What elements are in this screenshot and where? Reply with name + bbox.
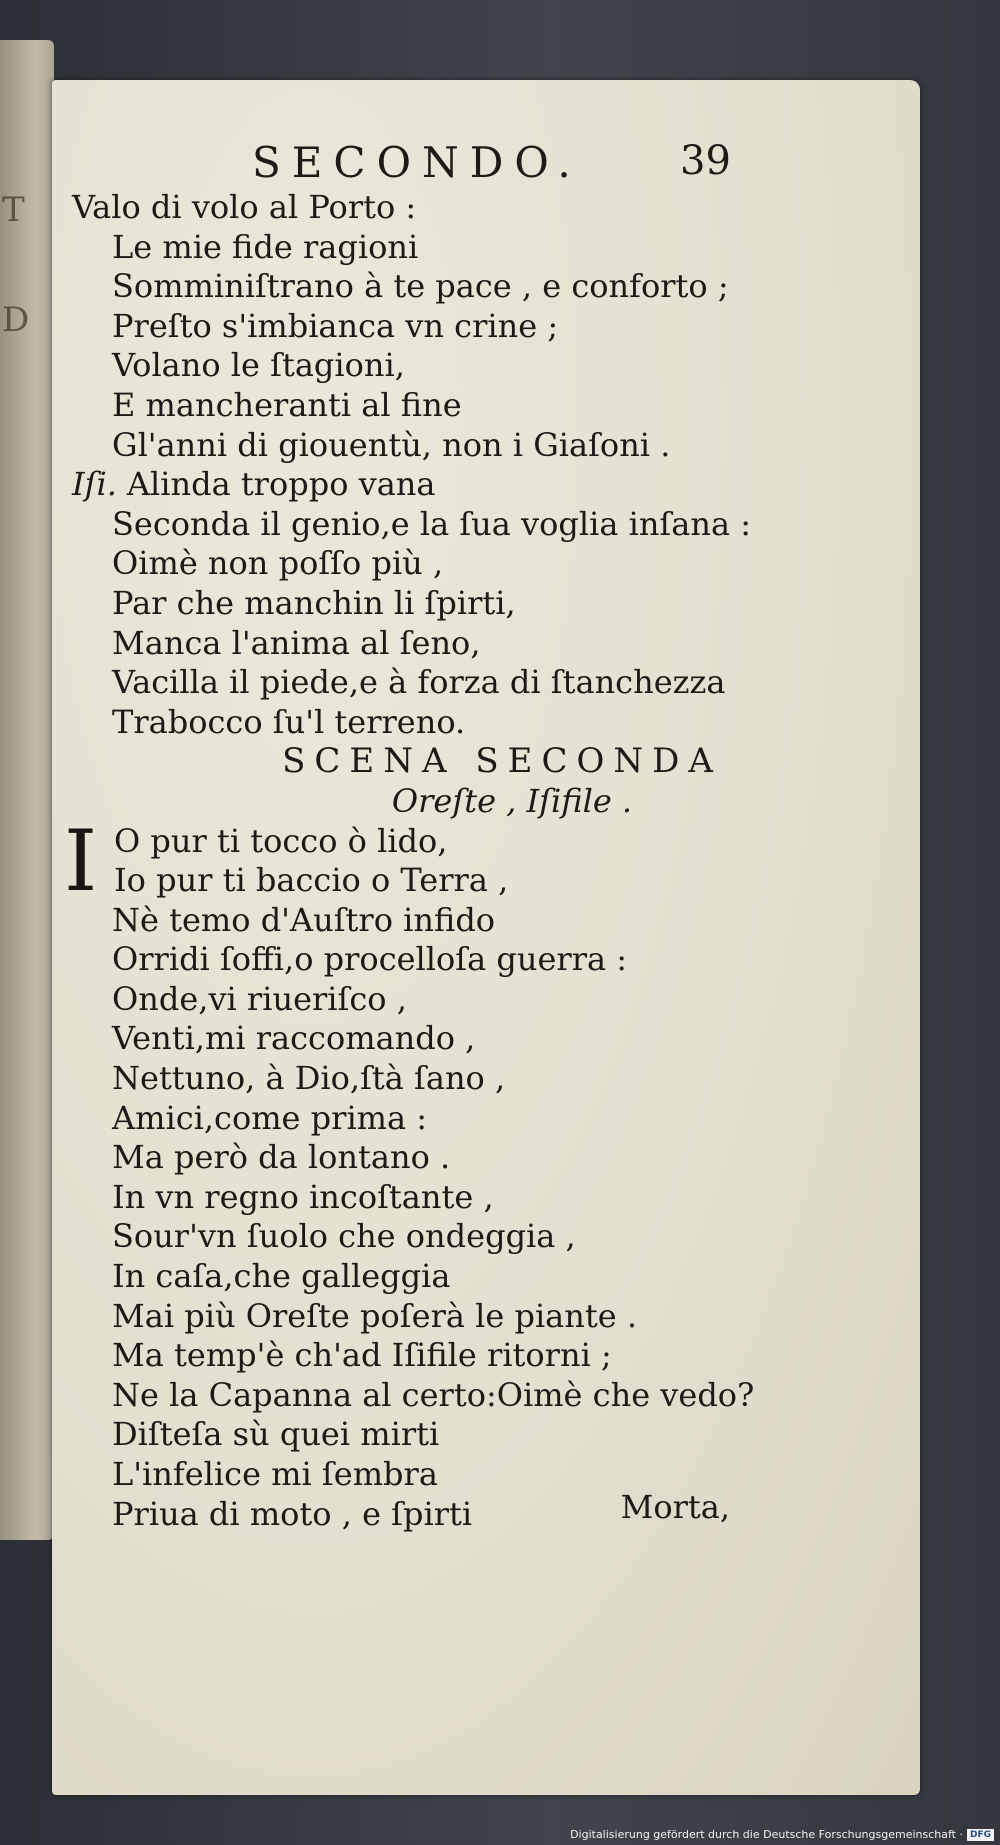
credit-text: Digitalisierung gefördert durch die Deutsche Forschungsgemeinschaft ·: [570, 1828, 963, 1841]
verse-block-2: [64, 811, 912, 1535]
verse-line: Nettuno, à Dio,ſtà ſano ,: [112, 1059, 506, 1098]
verse-line: Io pur ti baccio o Terra ,: [114, 861, 509, 900]
verse-line: Orridi ſoffi,o procelloſa guerra :: [112, 940, 628, 979]
verse-line: In caſa,che galleggia: [112, 1257, 451, 1296]
verse-line: Nè temo d'Auſtro infido: [112, 900, 496, 939]
verse-line: Preſto s'imbianca vn crine ;: [112, 306, 559, 345]
book-page: [52, 80, 920, 1795]
verse-line: In vn regno incoſtante ,: [112, 1177, 494, 1216]
verse-line: Iſi. Alinda troppo vana: [72, 465, 436, 504]
verse-line: Sour'vn ſuolo che ondeggia ,: [112, 1217, 576, 1256]
verse-line: Ma temp'è ch'ad Iſifile ritorni ;: [112, 1336, 612, 1375]
verse-line: Ma però da lontano .: [112, 1138, 451, 1177]
verse-block-1: [72, 188, 912, 742]
previous-page-edge: T D: [0, 40, 54, 1540]
verse-line: Volano le ſtagioni,: [112, 346, 405, 385]
verse-line: Trabocco ſu'l terreno.: [112, 702, 466, 741]
verse-line: Venti,mi raccomando ,: [112, 1019, 476, 1058]
verse-line: Ne la Capanna al certo:Oimè che vedo?: [112, 1375, 755, 1414]
catchword: Morta,: [620, 1488, 730, 1526]
speaker-label: Iſi.: [72, 465, 117, 504]
verse-line: L'infelice mi ſembra: [112, 1455, 438, 1493]
verse-line: E mancheranti al fine: [112, 385, 462, 424]
verse-line: I O pur ti tocco ò lido,: [64, 811, 448, 910]
scene-title: SCENA SECONDA: [282, 741, 722, 782]
verse-line: Somminiſtrano à te pace , e conforto ;: [112, 267, 729, 306]
digitization-credit: [570, 1828, 994, 1841]
verse-line: Oimè non poſſo più ,: [112, 544, 444, 583]
verse-line: Diſteſa sù quei mirti: [112, 1415, 440, 1454]
verse-line: Par che manchin li ſpirti,: [112, 583, 516, 622]
verse-line: Mai più Oreſte poſerà le piante .: [112, 1296, 637, 1335]
page-number: 39: [680, 138, 731, 184]
verse-line: Valo di volo al Porto :: [72, 188, 417, 226]
verse-line: Manca l'anima al ſeno,: [112, 623, 481, 662]
verse-line: Priua di moto , e ſpirti: [112, 1494, 473, 1533]
dfg-logo: DFG: [967, 1829, 994, 1841]
verse-line: Seconda il genio,e la ſua voglia inſana :: [112, 504, 751, 543]
page-text: [64, 188, 912, 1534]
verse-line: Amici,come prima :: [112, 1098, 428, 1137]
scene-persons: Oreſte , Iſifile .: [391, 781, 633, 820]
drop-cap: I: [64, 811, 98, 910]
verse-line: Vacilla il piede,e à forza di ſtanchezza: [112, 663, 726, 702]
verse-line: Onde,vi riueriſco ,: [112, 979, 407, 1018]
running-head: SECONDO.: [252, 138, 582, 187]
verse-line: Gl'anni di giouentù, non i Giaſoni .: [112, 425, 671, 464]
verse-line: Le mie fide ragioni: [112, 227, 419, 266]
